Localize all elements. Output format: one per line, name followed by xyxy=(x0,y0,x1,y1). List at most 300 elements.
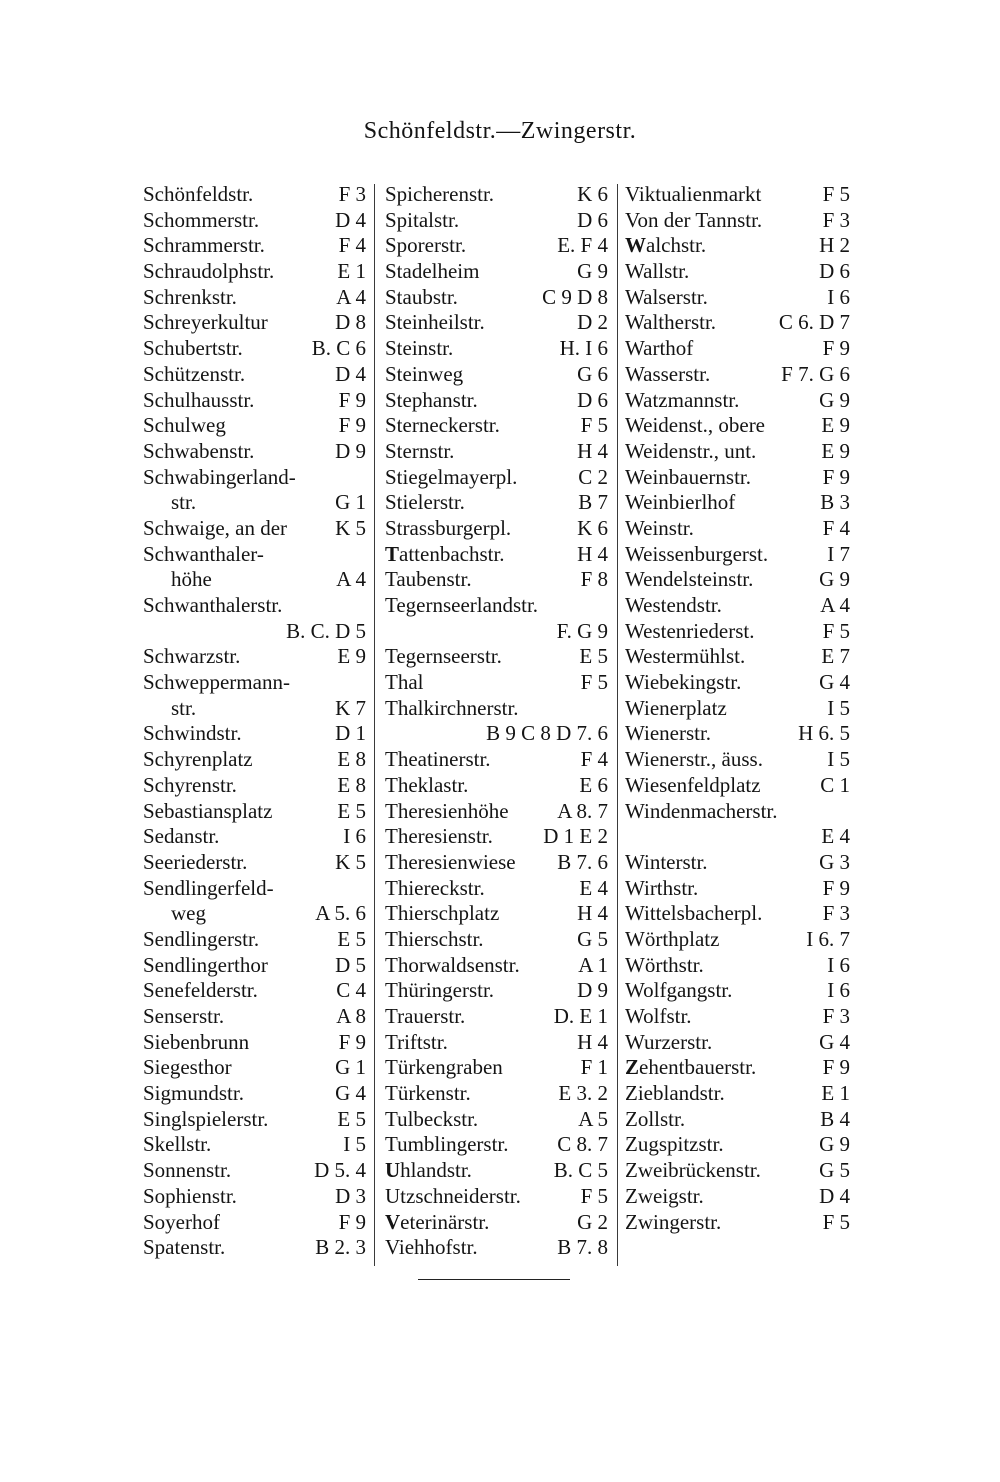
street-name: Schwabenstr. xyxy=(143,438,255,463)
street-name: Schützenstr. xyxy=(143,361,246,386)
grid-reference: F 5 xyxy=(580,1183,608,1208)
index-entry xyxy=(385,516,608,542)
grid-reference: I 6 xyxy=(827,978,850,1003)
index-entry xyxy=(625,567,850,593)
grid-reference: F 5 xyxy=(822,1209,850,1234)
grid-reference: B 4 xyxy=(820,1106,850,1131)
index-entry xyxy=(385,1055,608,1081)
street-name: Spicherenstr. xyxy=(385,182,495,206)
grid-reference: F 9 xyxy=(338,387,366,412)
street-name: Walserstr. xyxy=(625,284,708,309)
index-entry xyxy=(385,182,608,208)
index-entry xyxy=(385,927,608,953)
grid-reference: B 3 xyxy=(820,490,850,515)
grid-reference: E 5 xyxy=(337,926,366,951)
index-entry xyxy=(385,310,608,336)
index-entry xyxy=(625,516,850,542)
grid-reference: I 5 xyxy=(343,1132,366,1157)
street-name: Trauerstr. xyxy=(385,1004,466,1028)
index-entry xyxy=(625,876,850,902)
index-entry xyxy=(385,824,608,850)
index-entry xyxy=(385,208,608,234)
street-name: Wiebekingstr. xyxy=(625,670,742,695)
grid-reference: F 9 xyxy=(822,464,850,489)
grid-reference: F 4 xyxy=(822,515,850,540)
index-entry xyxy=(385,953,608,979)
index-entry xyxy=(625,773,850,799)
grid-reference: G 5 xyxy=(577,926,608,951)
street-name: Viehhofstr. xyxy=(385,1235,478,1260)
street-name: str. xyxy=(171,695,197,720)
grid-reference: B 7. 8 xyxy=(557,1235,608,1260)
street-name: Stiegelmayerpl. xyxy=(385,464,518,489)
index-entry xyxy=(385,1158,608,1184)
street-name: Theklastr. xyxy=(385,772,469,797)
street-name: Schwanthalerstr. xyxy=(143,593,283,617)
street-name: Sophienstr. xyxy=(143,1183,237,1208)
grid-reference: F 3 xyxy=(822,207,850,232)
grid-reference: D 6 xyxy=(577,387,608,412)
grid-reference: H 6. 5 xyxy=(798,721,850,746)
street-name: Zieblandstr. xyxy=(625,1081,725,1106)
street-name: Zweibrückenstr. xyxy=(625,1158,761,1183)
street-name: Thorwaldsenstr. xyxy=(385,952,520,977)
grid-reference: G 3 xyxy=(819,849,850,874)
index-entry xyxy=(143,259,366,285)
grid-reference: F 1 xyxy=(580,1055,608,1080)
index-entry xyxy=(385,696,608,722)
index-entry xyxy=(385,542,608,568)
index-entry xyxy=(625,208,850,234)
grid-reference: B 2. 3 xyxy=(315,1235,366,1260)
street-name: Wittelsbacherpl. xyxy=(625,901,763,926)
street-name: Weidenst., obere xyxy=(625,413,766,438)
index-entry xyxy=(625,1184,850,1210)
grid-reference: G 9 xyxy=(819,1132,850,1157)
grid-reference: I 5 xyxy=(827,695,850,720)
index-entry xyxy=(143,901,366,927)
index-entry xyxy=(625,1055,850,1081)
grid-reference: G 5 xyxy=(819,1158,850,1183)
street-name: Schyrenstr. xyxy=(143,772,237,797)
index-entry xyxy=(385,413,608,439)
index-entry xyxy=(385,259,608,285)
street-name: Sternstr. xyxy=(385,438,455,463)
grid-reference: H. I 6 xyxy=(559,336,608,361)
index-entry xyxy=(143,773,366,799)
street-name: Wienerstr. xyxy=(625,721,712,746)
street-name: Zweigstr. xyxy=(625,1183,704,1208)
index-entry xyxy=(143,465,366,491)
street-name: Schwindstr. xyxy=(143,721,242,746)
index-entry xyxy=(385,1030,608,1056)
index-entry xyxy=(143,644,366,670)
grid-reference: K 7 xyxy=(335,695,366,720)
index-entry xyxy=(143,490,366,516)
grid-reference: D 2 xyxy=(577,310,608,335)
index-entry xyxy=(625,362,850,388)
street-name: Sendlingerfeld- xyxy=(143,875,274,900)
grid-reference: F 5 xyxy=(822,618,850,643)
street-name: Zollstr. xyxy=(625,1106,686,1131)
street-name: Schommerstr. xyxy=(143,207,260,232)
index-entry xyxy=(385,1004,608,1030)
street-name: Schulweg xyxy=(143,413,226,438)
index-entry xyxy=(143,747,366,773)
street-name: Wurzerstr. xyxy=(625,1029,713,1054)
grid-reference: G 4 xyxy=(819,1029,850,1054)
street-name: Sporerstr. xyxy=(385,233,467,258)
grid-reference: G 1 xyxy=(335,1055,366,1080)
street-name: Winterstr. xyxy=(625,849,708,874)
grid-reference: E 9 xyxy=(821,438,850,463)
index-entry xyxy=(625,1081,850,1107)
index-entry xyxy=(143,876,366,902)
grid-reference: I 6 xyxy=(827,284,850,309)
grid-reference: A 8. 7 xyxy=(557,798,608,823)
street-name: Schulhausstr. xyxy=(143,387,255,412)
street-name: Thalkirchnerstr. xyxy=(385,695,519,720)
index-entry xyxy=(385,1132,608,1158)
index-entry xyxy=(143,1004,366,1030)
index-entry xyxy=(385,490,608,516)
street-name: Skellstr. xyxy=(143,1132,212,1157)
street-name: Thierschplatz xyxy=(385,901,500,926)
index-entry xyxy=(143,927,366,953)
street-name: Sendlingerstr. xyxy=(143,926,260,951)
index-entry xyxy=(143,1030,366,1056)
street-name: Westendstr. xyxy=(625,593,722,617)
index-entry xyxy=(625,285,850,311)
street-name: Weissenburgerst. xyxy=(625,541,769,566)
index-entry xyxy=(143,1184,366,1210)
index-entry xyxy=(143,310,366,336)
street-name: höhe xyxy=(171,567,212,592)
index-entry xyxy=(143,1055,366,1081)
street-name: Spatenstr. xyxy=(143,1235,226,1260)
index-entry xyxy=(143,413,366,439)
street-name: Sonnenstr. xyxy=(143,1158,232,1183)
street-name: Thal xyxy=(385,670,424,695)
street-name: Zwingerstr. xyxy=(625,1209,722,1234)
index-entry xyxy=(625,336,850,362)
index-entry xyxy=(385,362,608,388)
grid-reference: K 5 xyxy=(335,515,366,540)
grid-reference: F 9 xyxy=(338,413,366,438)
grid-reference: B 7. 6 xyxy=(557,849,608,874)
grid-reference: E 9 xyxy=(821,413,850,438)
index-entry xyxy=(385,850,608,876)
index-entry xyxy=(625,1030,850,1056)
index-entry xyxy=(625,259,850,285)
index-entry xyxy=(625,953,850,979)
index-entry xyxy=(143,542,366,568)
index-entry xyxy=(143,1107,366,1133)
grid-reference: F 9 xyxy=(822,875,850,900)
grid-reference: F 9 xyxy=(822,336,850,361)
grid-reference: C 2 xyxy=(578,464,608,489)
grid-reference: F 5 xyxy=(822,182,850,206)
index-entry xyxy=(143,1210,366,1236)
street-name: Sterneckerstr. xyxy=(385,413,500,438)
index-entry xyxy=(625,901,850,927)
grid-reference: D 1 xyxy=(335,721,366,746)
grid-reference: D 1 E 2 xyxy=(543,824,608,849)
street-name: Watzmannstr. xyxy=(625,387,740,412)
street-name: Tulbeckstr. xyxy=(385,1106,479,1131)
street-name: Tegernseerlandstr. xyxy=(385,593,539,617)
grid-reference: F 5 xyxy=(580,670,608,695)
index-entry xyxy=(385,233,608,259)
street-name: Schwabingerland- xyxy=(143,464,296,489)
street-name: Wallstr. xyxy=(625,259,690,284)
index-entry xyxy=(143,670,366,696)
index-entry xyxy=(385,619,608,645)
index-entry xyxy=(385,1210,608,1236)
grid-reference: A 5. 6 xyxy=(315,901,366,926)
index-entry xyxy=(625,644,850,670)
street-name: Westermühlst. xyxy=(625,644,746,669)
grid-reference: F 3 xyxy=(822,901,850,926)
index-entry xyxy=(385,567,608,593)
index-entry xyxy=(625,1132,850,1158)
street-name: Senefelderstr. xyxy=(143,978,258,1003)
street-name: Schweppermann- xyxy=(143,670,290,695)
grid-reference: D 5. 4 xyxy=(314,1158,366,1183)
street-name: Von der Tannstr. xyxy=(625,207,763,232)
grid-reference: F 3 xyxy=(822,1004,850,1028)
grid-reference: E 7 xyxy=(821,644,850,669)
index-entry xyxy=(625,927,850,953)
index-entry xyxy=(385,721,608,747)
street-name: Schrammerstr. xyxy=(143,233,265,258)
closing-rule xyxy=(418,1279,570,1280)
street-name: Weinstr. xyxy=(625,515,694,540)
index-entry xyxy=(385,1235,608,1261)
index-entry xyxy=(385,439,608,465)
grid-reference: H 4 xyxy=(577,901,608,926)
street-name: Sebastiansplatz xyxy=(143,798,273,823)
grid-reference: A 4 xyxy=(336,567,366,592)
grid-reference: K 6 xyxy=(577,515,608,540)
index-entry xyxy=(385,747,608,773)
street-name: Schwaige, an der xyxy=(143,515,288,540)
index-entry xyxy=(143,439,366,465)
street-name: Strassburgerpl. xyxy=(385,515,512,540)
index-entry xyxy=(625,747,850,773)
index-entry xyxy=(143,285,366,311)
column-divider-2 xyxy=(617,184,618,1266)
grid-reference: F. G 9 xyxy=(556,618,608,643)
grid-reference: E 1 xyxy=(337,259,366,284)
index-column-1 xyxy=(143,182,366,1261)
grid-reference: C 1 xyxy=(820,772,850,797)
index-entry xyxy=(625,233,850,259)
street-name: Wienerplatz xyxy=(625,695,727,720)
grid-reference: F 5 xyxy=(580,413,608,438)
index-entry xyxy=(143,593,366,619)
street-name: Windenmacherstr. xyxy=(625,798,778,823)
grid-reference: E 3. 2 xyxy=(558,1081,608,1106)
index-entry xyxy=(143,619,366,645)
index-entry xyxy=(625,721,850,747)
street-name: Senserstr. xyxy=(143,1004,225,1028)
index-entry xyxy=(625,1158,850,1184)
grid-reference: G 9 xyxy=(819,387,850,412)
grid-reference: F 8 xyxy=(580,567,608,592)
grid-reference: D 4 xyxy=(335,361,366,386)
street-name: Stielerstr. xyxy=(385,490,465,515)
street-name: Wienerstr., äuss. xyxy=(625,747,763,772)
grid-reference: A 4 xyxy=(820,593,850,617)
grid-reference: F 9 xyxy=(338,1029,366,1054)
street-name: Tegernseerstr. xyxy=(385,644,502,669)
index-entry xyxy=(385,799,608,825)
grid-reference: A 4 xyxy=(336,284,366,309)
street-name: Veterinärstr. xyxy=(385,1209,490,1234)
street-name: Triftstr. xyxy=(385,1029,448,1054)
street-name: Wolfstr. xyxy=(625,1004,692,1028)
index-entry xyxy=(625,439,850,465)
index-entry xyxy=(625,310,850,336)
grid-reference: F 3 xyxy=(338,182,366,206)
street-name: weg xyxy=(171,901,206,926)
street-name: Schyrenplatz xyxy=(143,747,253,772)
street-name: Steinheilstr. xyxy=(385,310,485,335)
grid-reference: E 8 xyxy=(337,747,366,772)
page-header: Schönfeldstr.—Zwingerstr. xyxy=(363,118,637,144)
grid-reference: G 9 xyxy=(819,567,850,592)
index-entry xyxy=(385,465,608,491)
street-name: Wirthstr. xyxy=(625,875,699,900)
grid-reference: E. F 4 xyxy=(557,233,608,258)
street-name: Zugspitzstr. xyxy=(625,1132,724,1157)
street-name: Warthof xyxy=(625,336,694,361)
grid-reference: I 6. 7 xyxy=(806,926,850,951)
street-name: Wendelsteinstr. xyxy=(625,567,754,592)
index-entry xyxy=(625,413,850,439)
street-name: Viktualienmarkt xyxy=(625,182,762,206)
street-name: Stadelheim xyxy=(385,259,480,284)
grid-reference: G 6 xyxy=(577,361,608,386)
grid-reference: C 8. 7 xyxy=(557,1132,608,1157)
street-name: Wörthplatz xyxy=(625,926,720,951)
grid-reference: B 9 C 8 D 7. 6 xyxy=(486,721,608,746)
index-entry xyxy=(625,182,850,208)
grid-reference: G 1 xyxy=(335,490,366,515)
street-name: Theresienstr. xyxy=(385,824,493,849)
street-name: Theresienwiese xyxy=(385,849,516,874)
index-entry xyxy=(143,1158,366,1184)
index-entry xyxy=(143,233,366,259)
index-entry xyxy=(625,696,850,722)
grid-reference: E 4 xyxy=(579,875,608,900)
street-name: Schreyerkultur xyxy=(143,310,268,335)
street-name: Tattenbachstr. xyxy=(385,541,505,566)
index-entry xyxy=(143,336,366,362)
grid-reference: D 8 xyxy=(335,310,366,335)
street-name: Sigmundstr. xyxy=(143,1081,244,1106)
grid-reference: D 6 xyxy=(819,259,850,284)
street-name: Türkengraben xyxy=(385,1055,503,1080)
index-entry xyxy=(625,1210,850,1236)
street-name: Thiereckstr. xyxy=(385,875,485,900)
grid-reference: E 6 xyxy=(579,772,608,797)
index-entry xyxy=(625,1107,850,1133)
grid-reference: C 4 xyxy=(336,978,366,1003)
index-entry xyxy=(143,696,366,722)
index-entry xyxy=(385,876,608,902)
street-name: Tumblingerstr. xyxy=(385,1132,509,1157)
grid-reference: C 9 D 8 xyxy=(542,284,608,309)
grid-reference: E 1 xyxy=(821,1081,850,1106)
index-entry xyxy=(625,824,850,850)
index-entry xyxy=(625,670,850,696)
grid-reference: C 6. D 7 xyxy=(778,310,850,335)
street-name: Westenriederst. xyxy=(625,618,755,643)
index-entry xyxy=(143,208,366,234)
grid-reference: A 1 xyxy=(578,952,608,977)
index-entry xyxy=(143,721,366,747)
street-name: Sendlingerthor xyxy=(143,952,268,977)
street-name: Schwanthaler- xyxy=(143,541,264,566)
grid-reference: D 4 xyxy=(819,1183,850,1208)
street-name: Siebenbrunn xyxy=(143,1029,250,1054)
grid-reference: H 4 xyxy=(577,438,608,463)
grid-reference: B. C 6 xyxy=(311,336,366,361)
street-name: Steinweg xyxy=(385,361,464,386)
grid-reference: F 7. G 6 xyxy=(781,361,850,386)
grid-reference: F 9 xyxy=(338,1209,366,1234)
street-name: Wolfgangstr. xyxy=(625,978,733,1003)
street-name: Singlspielerstr. xyxy=(143,1106,269,1131)
street-name: Weinbauernstr. xyxy=(625,464,752,489)
street-name: Türkenstr. xyxy=(385,1081,471,1106)
street-name: Wiesenfeldplatz xyxy=(625,772,761,797)
street-name: Weinbierlhof xyxy=(625,490,736,515)
grid-reference: E 9 xyxy=(337,644,366,669)
grid-reference: D 3 xyxy=(335,1183,366,1208)
street-name: Uhlandstr. xyxy=(385,1158,472,1183)
grid-reference: K 5 xyxy=(335,849,366,874)
street-name: Sedanstr. xyxy=(143,824,220,849)
grid-reference: I 7 xyxy=(827,541,850,566)
street-name: Steinstr. xyxy=(385,336,454,361)
index-entry xyxy=(143,1132,366,1158)
index-column-3 xyxy=(625,182,850,1235)
street-name: Stephanstr. xyxy=(385,387,478,412)
index-entry xyxy=(385,593,608,619)
grid-reference: G 2 xyxy=(577,1209,608,1234)
grid-reference: D 4 xyxy=(335,207,366,232)
index-entry xyxy=(625,799,850,825)
index-entry xyxy=(385,670,608,696)
column-divider-1 xyxy=(374,184,375,1266)
grid-reference: K 6 xyxy=(577,182,608,206)
index-entry xyxy=(143,388,366,414)
street-name: Thierschstr. xyxy=(385,926,484,951)
street-name: Schönfeldstr. xyxy=(143,182,254,206)
grid-reference: H 4 xyxy=(577,1029,608,1054)
grid-reference: E 4 xyxy=(821,824,850,849)
grid-reference: I 6 xyxy=(343,824,366,849)
index-entry xyxy=(625,388,850,414)
street-name: Schrenkstr. xyxy=(143,284,237,309)
grid-reference: E 8 xyxy=(337,772,366,797)
index-entry xyxy=(143,1081,366,1107)
index-entry xyxy=(143,516,366,542)
street-name: Schraudolphstr. xyxy=(143,259,275,284)
